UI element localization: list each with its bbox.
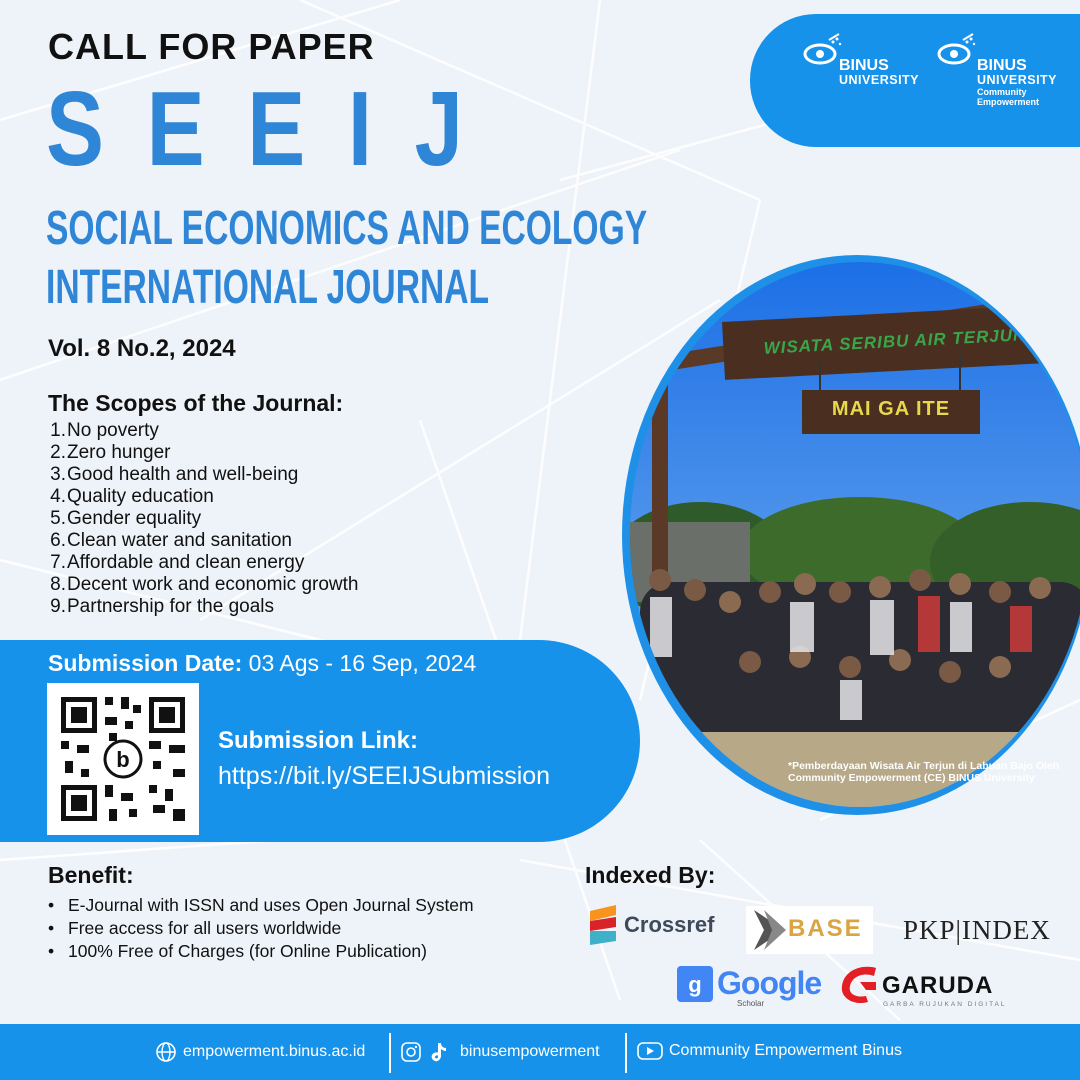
garuda-icon xyxy=(836,962,882,1006)
journal-title-line2: INTERNATIONAL JOURNAL xyxy=(46,260,490,314)
scope-item xyxy=(46,552,358,574)
call-for-paper-heading: CALL FOR PAPER xyxy=(48,26,375,67)
youtube-icon xyxy=(637,1041,663,1061)
scope-item xyxy=(46,486,358,508)
submission-link[interactable]: https://bit.ly/SEEIJSubmission xyxy=(218,762,551,790)
volume-label: Vol. 8 No.2, 2024 xyxy=(48,335,236,362)
base-logo xyxy=(746,906,873,954)
website-text: empowerment.binus.ac.id xyxy=(183,1043,366,1060)
scope-number: 5. xyxy=(50,508,66,529)
indexed-by-heading: Indexed By: xyxy=(585,862,716,888)
scopes-list xyxy=(46,420,358,618)
svg-text:g: g xyxy=(688,971,702,997)
pkp-index-logo: PKP|INDEX xyxy=(903,915,1051,945)
garuda-logo xyxy=(836,962,1007,1011)
tiktok-icon xyxy=(428,1041,448,1063)
logo-sub: UNIVERSITY xyxy=(839,73,920,87)
logo-sub: UNIVERSITY xyxy=(977,73,1058,87)
scope-number: 1. xyxy=(50,420,66,441)
benefit-heading: Benefit: xyxy=(48,862,134,888)
scope-item xyxy=(46,464,358,486)
social-handle-text: binusempowerment xyxy=(460,1043,600,1060)
scope-number: 2. xyxy=(50,442,66,463)
crossref-logo xyxy=(588,905,714,945)
footer-social[interactable] xyxy=(400,1041,600,1063)
scope-number: 9. xyxy=(50,596,66,617)
binus-community-empowerment-logo xyxy=(937,30,1057,107)
sign-bottom-text: MAI GA ITE xyxy=(831,398,951,420)
scope-item xyxy=(46,442,358,464)
footer-divider xyxy=(625,1033,627,1073)
caption-line1: *Pemberdayaan Wisata Air Terjun di Labuan Bajo Oleh xyxy=(788,760,1060,772)
scope-item xyxy=(46,530,358,552)
globe-icon xyxy=(155,1041,177,1063)
scope-text: Gender equality xyxy=(67,508,202,529)
google-text: Google xyxy=(717,965,822,1001)
benefit-item: • E-Journal with ISSN and uses Open Journal System xyxy=(46,894,512,917)
crossref-icon xyxy=(588,905,618,945)
instagram-icon xyxy=(400,1041,422,1063)
base-icon xyxy=(750,906,790,954)
binus-eye-icon xyxy=(937,30,977,70)
footer-divider xyxy=(389,1033,391,1073)
garuda-text: GARUDA xyxy=(882,972,994,999)
logo-name: BINUS xyxy=(839,57,889,74)
sign-top-text: WISATA SERIBU AIR TERJUN xyxy=(763,325,1027,358)
scopes-heading: The Scopes of the Journal: xyxy=(48,390,344,416)
logo-sub2: Community xyxy=(977,87,1027,97)
caption-line2: Community Empowerment (CE) BINUS University xyxy=(788,772,1035,784)
base-text: BASE xyxy=(788,915,863,942)
community-photo xyxy=(630,262,1080,807)
scope-text: No poverty xyxy=(67,420,159,441)
submission-date-value: 03 Ags - 16 Sep, 2024 xyxy=(242,650,477,676)
footer-youtube[interactable] xyxy=(637,1041,902,1061)
submission-link-label: Submission Link: xyxy=(218,727,419,754)
google-scholar-icon xyxy=(677,966,713,1002)
journal-acronym: SEEIJ xyxy=(46,70,506,188)
scope-text: Affordable and clean energy xyxy=(67,552,305,573)
scope-text: Good health and well-being xyxy=(67,464,299,485)
qr-code[interactable] xyxy=(47,683,199,835)
scope-text: Clean water and sanitation xyxy=(67,530,292,551)
qr-code-graphic xyxy=(47,683,199,835)
scope-item xyxy=(46,574,358,596)
binus-university-logo xyxy=(803,30,919,87)
benefit-list xyxy=(46,894,512,963)
garuda-subtext: GARBA RUJUKAN DIGITAL xyxy=(883,1001,1007,1008)
scope-item xyxy=(46,420,358,442)
scope-text: Zero hunger xyxy=(67,442,171,463)
scope-number: 8. xyxy=(50,574,66,595)
scope-number: 7. xyxy=(50,552,66,573)
scope-text: Decent work and economic growth xyxy=(67,574,359,595)
scope-item xyxy=(46,508,358,530)
benefit-item: • 100% Free of Charges (for Online Publication) xyxy=(46,940,512,963)
footer-website[interactable] xyxy=(155,1041,365,1063)
svg-text:b: b xyxy=(116,747,130,772)
google-scholar-logo xyxy=(677,965,822,1008)
scope-item xyxy=(46,596,358,618)
journal-title-line1: SOCIAL ECONOMICS AND ECOLOGY xyxy=(46,202,648,255)
crossref-text: Crossref xyxy=(624,912,715,937)
photo-caption xyxy=(788,760,1059,784)
scholar-text: Scholar xyxy=(737,999,765,1008)
journal-title xyxy=(46,200,647,317)
submission-date-label: Submission Date: xyxy=(48,650,243,676)
binus-eye-icon xyxy=(803,30,843,70)
scope-text: Partnership for the goals xyxy=(67,596,275,617)
scope-number: 3. xyxy=(50,464,66,485)
youtube-channel-text: Community Empowerment Binus xyxy=(669,1042,902,1059)
scope-number: 4. xyxy=(50,486,66,507)
benefit-item: • Free access for all users worldwide xyxy=(46,917,512,940)
logo-sub3: Empowerment xyxy=(977,97,1040,107)
logo-name: BINUS xyxy=(977,57,1027,74)
scope-number: 6. xyxy=(50,530,66,551)
scope-text: Quality education xyxy=(67,486,214,507)
submission-date xyxy=(48,650,476,677)
